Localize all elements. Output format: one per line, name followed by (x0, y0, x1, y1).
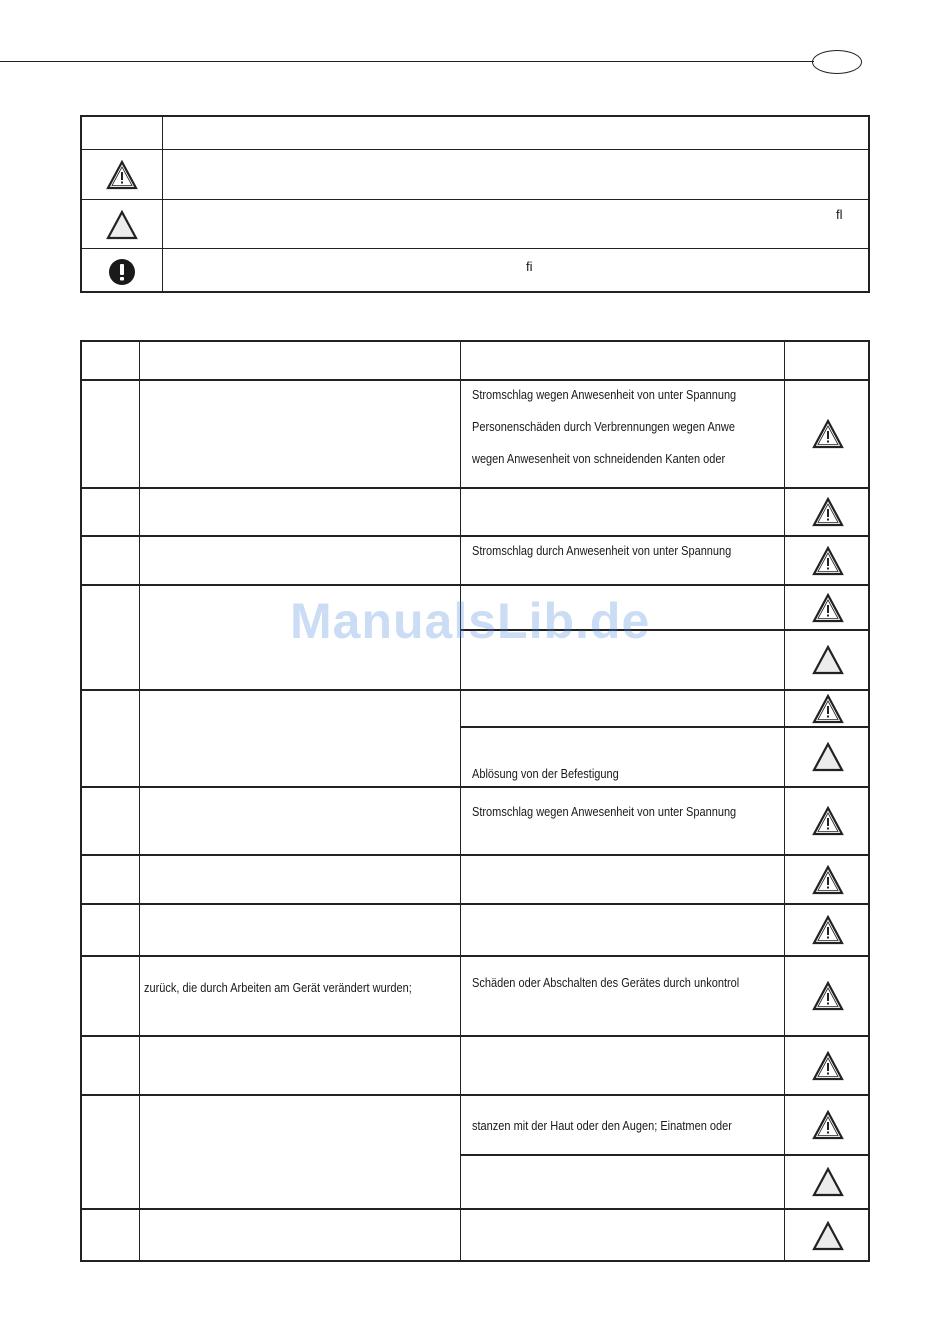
row-line (82, 584, 868, 586)
warning-exclamation-icon (786, 1037, 870, 1094)
row-line (82, 689, 868, 691)
warning-plain-icon (786, 1210, 870, 1262)
warning-exclamation-icon (786, 957, 870, 1035)
warning-plain-icon (786, 1156, 870, 1208)
watermark: ManualsLib.de (290, 593, 651, 649)
row-line (82, 1094, 868, 1096)
row-line (82, 854, 868, 856)
warning-exclamation-icon (82, 151, 162, 199)
warning-plain-icon (82, 201, 162, 248)
row-line (82, 1208, 868, 1210)
warning-exclamation-icon (786, 1096, 870, 1154)
header-rule (0, 61, 814, 62)
hazard-text: Stromschlag wegen Anwesenheit von unter Spannung (472, 388, 737, 402)
row-line (82, 786, 868, 788)
col-divider-1 (139, 342, 140, 1260)
hazard-text: Schäden oder Abschalten des Gerätes durch unkontrol (472, 976, 740, 990)
warning-exclamation-icon (786, 905, 870, 955)
hazard-text: stanzen mit der Haut oder den Augen; Einatmen oder (472, 1119, 732, 1133)
row-line (82, 955, 868, 957)
measure-text: zurück, die durch Arbeiten am Gerät verändert wurden; (144, 981, 412, 995)
warning-exclamation-icon (786, 489, 870, 535)
legend-header-row (82, 117, 868, 150)
col-divider-2 (460, 342, 461, 1260)
warning-exclamation-icon (786, 856, 870, 903)
legend-table (80, 115, 870, 293)
hazard-text: Personenschäden durch Verbrennungen wegen Anwe (472, 420, 735, 434)
page-language-oval (812, 50, 862, 74)
row-line (82, 487, 868, 489)
warning-exclamation-icon (786, 586, 870, 629)
mandatory-exclamation-circle-icon (82, 250, 162, 293)
legend-row-2 (82, 199, 868, 249)
legend-text-3: fi (526, 259, 533, 274)
warning-exclamation-icon (786, 381, 870, 487)
row-line (82, 535, 868, 537)
warning-exclamation-icon (786, 537, 870, 584)
legend-text-2: fl (836, 207, 843, 222)
row-line (82, 903, 868, 905)
hazard-text: Stromschlag durch Anwesenheit von unter Spannung (472, 544, 732, 558)
warning-exclamation-icon (786, 691, 870, 726)
hazard-text: Ablösung von der Befestigung (472, 767, 619, 781)
row-line (82, 1035, 868, 1037)
col-divider-3 (784, 342, 785, 1260)
hazard-table (80, 340, 870, 1262)
row-line (82, 379, 868, 381)
warning-plain-icon (786, 728, 870, 786)
warning-exclamation-icon (786, 788, 870, 854)
hazard-text: wegen Anwesenheit von schneidenden Kanten oder (472, 452, 726, 466)
warning-plain-icon (786, 631, 870, 689)
hazard-text: Stromschlag wegen Anwesenheit von unter Spannung (472, 805, 737, 819)
legend-row-1 (82, 149, 868, 200)
